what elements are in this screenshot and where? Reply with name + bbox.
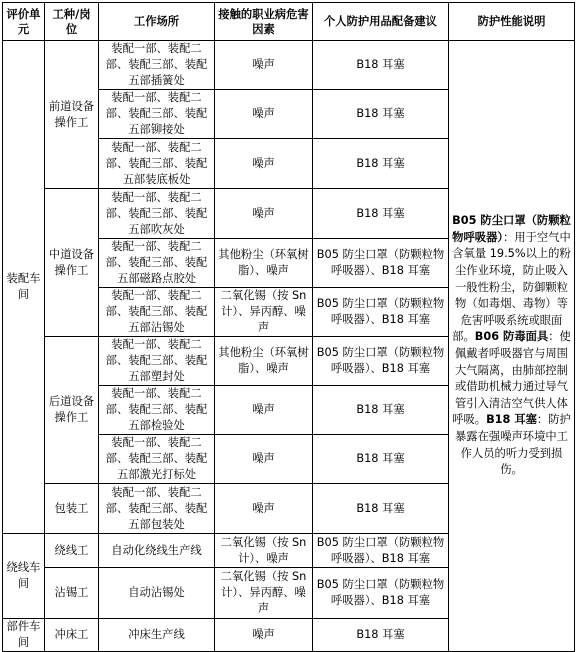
hazard-cell: 二氧化锡（按 Sn 计）、噪声 <box>215 534 313 568</box>
post-cell-pack: 包装工 <box>45 484 99 534</box>
place-cell: 装配一部、装配二部、装配三部、装配五部包装处 <box>99 484 215 534</box>
hazard-cell: 噪声 <box>215 189 313 239</box>
b06-title: B06 防毒面具 <box>474 330 549 344</box>
place-cell: 装配一部、装配二部、装配三部、装配五部吹灰处 <box>99 189 215 239</box>
hazard-cell: 噪声 <box>215 90 313 139</box>
ppe-cell: B05 防尘口罩（防颗粒物呼吸器）、B18 耳塞 <box>313 288 449 337</box>
unit-cell-winding: 绕线车间 <box>3 534 45 619</box>
b18-text: ：防护暴露在强噪声环境中工作人员的听力受到损伤。 <box>455 413 571 477</box>
place-cell: 装配一部、装配二部、装配三部、装配五部沾锡处 <box>99 288 215 337</box>
ppe-cell: B18 耳塞 <box>313 189 449 239</box>
post-cell-back: 后道设备操作工 <box>45 337 99 484</box>
unit-cell-parts: 部件车间 <box>3 619 45 652</box>
post-cell-winder: 绕线工 <box>45 534 99 568</box>
b18-title: B18 耳塞 <box>486 413 537 427</box>
hazard-cell: 噪声 <box>215 619 313 652</box>
ppe-cell: B18 耳塞 <box>313 435 449 484</box>
hazard-cell: 二氧化锡（按 Sn 计）、异丙醇、噪声 <box>215 288 313 337</box>
ppe-cell: B18 耳塞 <box>313 619 449 652</box>
b05-title: B05 防尘口罩（防颗粒物呼吸器） <box>452 214 571 244</box>
place-cell: 装配一部、装配二部、装配三部、装配五部铆接处 <box>99 90 215 139</box>
b05-text: ：用于空气中含氧量 19.5%以上的粉尘作业环境，防止吸入一般性粉尘，防御颗粒物（如毒烟、毒物）等危害呼吸系统或眼面部。 <box>452 230 571 344</box>
hazard-cell: 噪声 <box>215 139 313 189</box>
ppe-cell: B18 耳塞 <box>313 41 449 90</box>
ppe-cell: B18 耳塞 <box>313 484 449 534</box>
ppe-cell: B05 防尘口罩（防颗粒物呼吸器）、B18 耳塞 <box>313 337 449 386</box>
place-cell: 装配一部、装配二部、装配三部、装配五部插簧处 <box>99 41 215 90</box>
ppe-cell: B05 防尘口罩（防颗粒物呼吸器）、B18 耳塞 <box>313 568 449 619</box>
ppe-cell: B05 防尘口罩（防颗粒物呼吸器）、B18 耳塞 <box>313 534 449 568</box>
header-desc: 防护性能说明 <box>449 3 575 41</box>
unit-cell-assembly: 装配车间 <box>3 41 45 534</box>
hazard-cell: 噪声 <box>215 41 313 90</box>
post-cell-punch: 冲床工 <box>45 619 99 652</box>
hazard-cell: 噪声 <box>215 386 313 435</box>
hazard-cell: 噪声 <box>215 435 313 484</box>
post-cell-middle: 中道设备操作工 <box>45 189 99 337</box>
header-place: 工作场所 <box>99 3 215 41</box>
table-row <box>3 41 575 90</box>
header-post: 工种/岗位 <box>45 3 99 41</box>
post-cell-front: 前道设备操作工 <box>45 41 99 189</box>
protection-description <box>449 41 575 652</box>
hazard-cell: 噪声 <box>215 484 313 534</box>
place-cell: 装配一部、装配二部、装配三部、装配五部激光打标处 <box>99 435 215 484</box>
header-row <box>3 3 575 41</box>
ppe-cell: B18 耳塞 <box>313 90 449 139</box>
place-cell: 冲床生产线 <box>99 619 215 652</box>
ppe-cell: B18 耳塞 <box>313 139 449 189</box>
place-cell: 装配一部、装配二部、装配三部、装配五部装底板处 <box>99 139 215 189</box>
post-cell-tin: 沾锡工 <box>45 568 99 619</box>
place-cell: 自动沾锡处 <box>99 568 215 619</box>
header-ppe: 个人防护用品配备建议 <box>313 3 449 41</box>
ppe-cell: B18 耳塞 <box>313 386 449 435</box>
hazard-cell: 其他粉尘（环氧树脂）、噪声 <box>215 337 313 386</box>
header-hazard: 接触的职业病危害因素 <box>215 3 313 41</box>
ppe-table <box>2 2 575 652</box>
b06-text: ：使佩戴者呼吸器官与周围大气隔离，由肺部控制或借助机械力通过导气管引入清洁空气供人体呼吸。 <box>452 330 571 427</box>
place-cell: 自动化绕线生产线 <box>99 534 215 568</box>
place-cell: 装配一部、装配二部、装配三部、装配五部塑封处 <box>99 337 215 386</box>
ppe-cell: B05 防尘口罩（防颗粒物呼吸器）、B18 耳塞 <box>313 239 449 288</box>
place-cell: 装配一部、装配二部、装配三部、装配五部磁路点胶处 <box>99 239 215 288</box>
hazard-cell: 其他粉尘（环氧树脂）、噪声 <box>215 239 313 288</box>
hazard-cell: 二氧化锡（按 Sn 计）、异丙醇、噪声 <box>215 568 313 619</box>
header-unit: 评价单元 <box>3 3 45 41</box>
place-cell: 装配一部、装配二部、装配三部、装配五部检验处 <box>99 386 215 435</box>
